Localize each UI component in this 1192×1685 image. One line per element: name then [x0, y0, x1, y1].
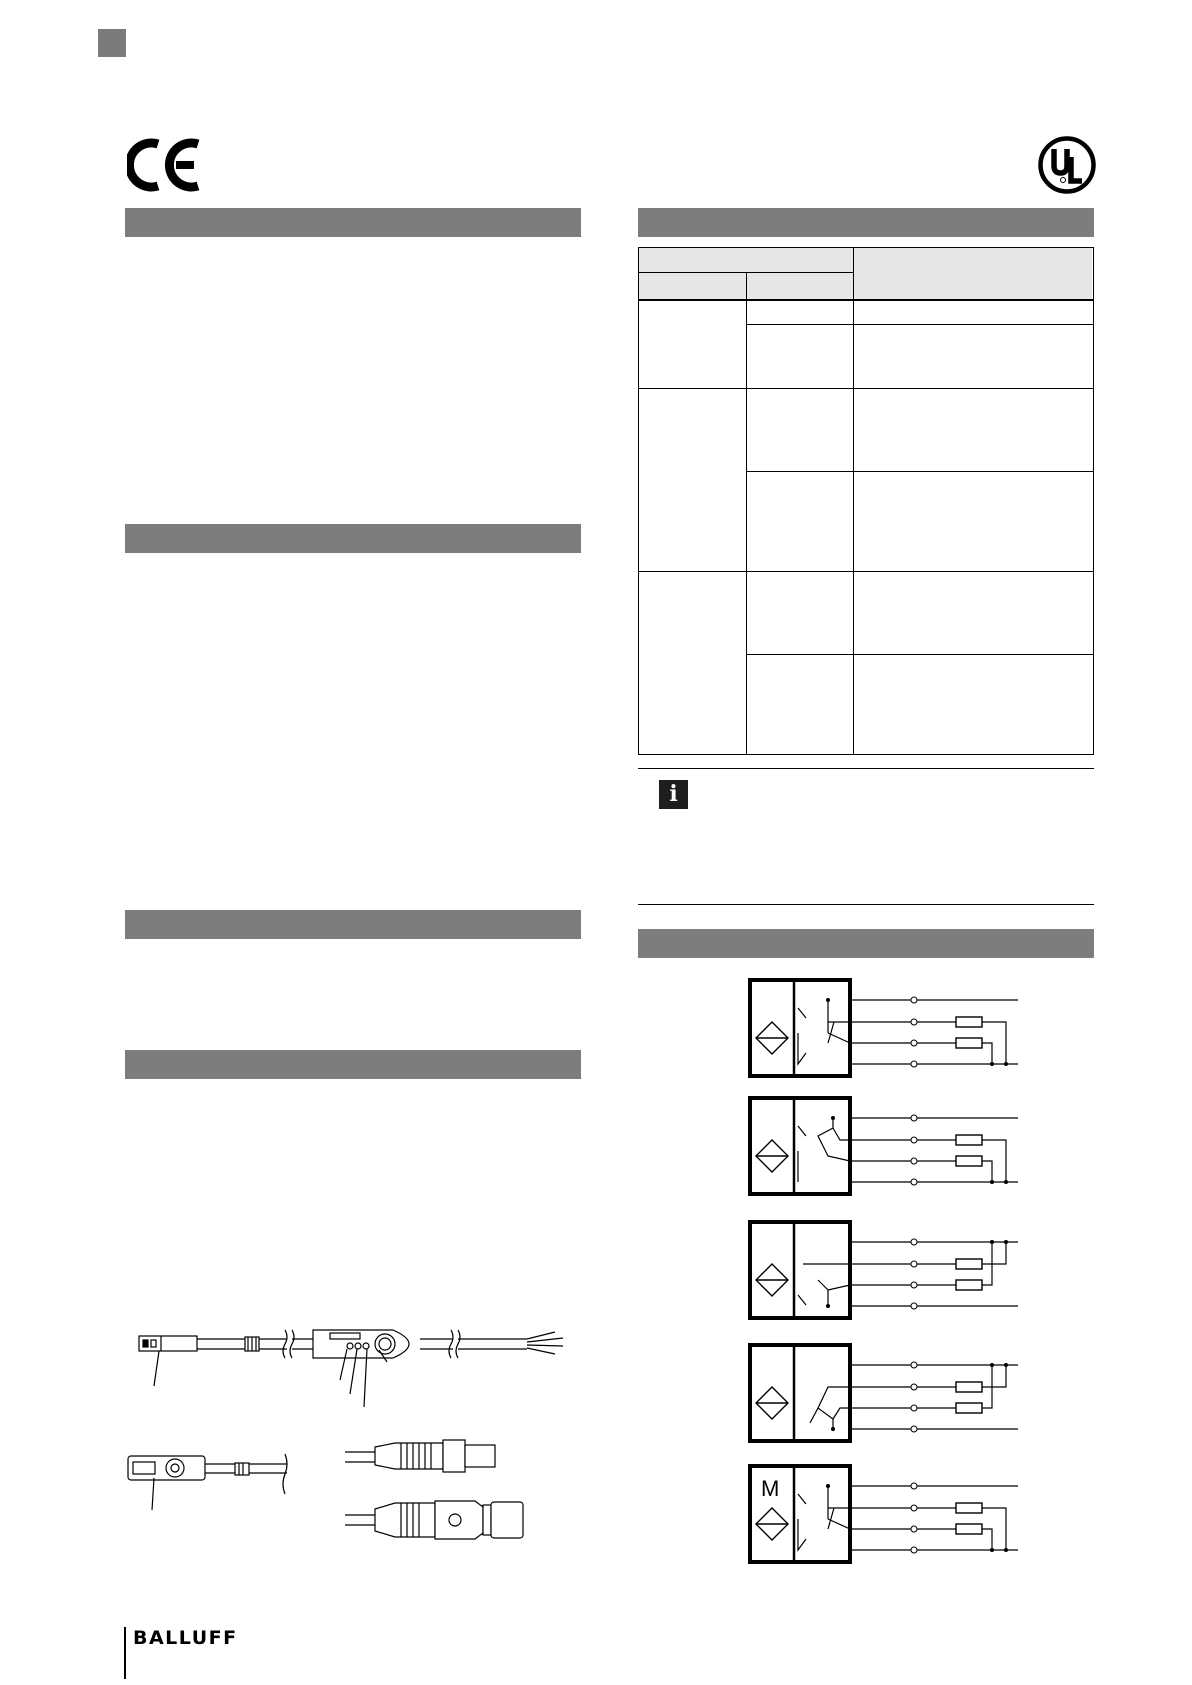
- section-heading-bar: [125, 524, 581, 553]
- section-heading-bar: [125, 208, 581, 237]
- ce-mark-icon: [127, 137, 201, 193]
- section-heading-bar: [638, 208, 1094, 237]
- section-heading-bar: [125, 1050, 581, 1079]
- corner-marker: [98, 29, 126, 57]
- sensor-cable-drawing: [135, 1320, 590, 1412]
- table-header: [639, 248, 1092, 300]
- wiring-diagrams: [748, 978, 1028, 1568]
- footer-rule: [124, 1627, 126, 1679]
- ul-mark-icon: [1037, 135, 1097, 195]
- wiring-diagram-2: [750, 1098, 1018, 1194]
- wiring-diagram-5: [750, 1466, 1018, 1562]
- wiring-diagram-1: [750, 980, 1018, 1076]
- wiring-diagram-4: [750, 1345, 1018, 1441]
- connector-plugs-drawing: [345, 1425, 545, 1555]
- section-heading-bar: [125, 910, 581, 939]
- info-icon: i: [659, 780, 688, 809]
- wiring-module-label: M: [761, 1476, 780, 1501]
- wiring-diagram-3: [750, 1222, 1018, 1318]
- section-heading-bar: [638, 929, 1094, 958]
- specification-table: [638, 247, 1094, 755]
- footer-brand: BALLUFF: [133, 1627, 238, 1649]
- slot-sensor-drawing: [125, 1440, 305, 1512]
- note-box: [638, 768, 1094, 905]
